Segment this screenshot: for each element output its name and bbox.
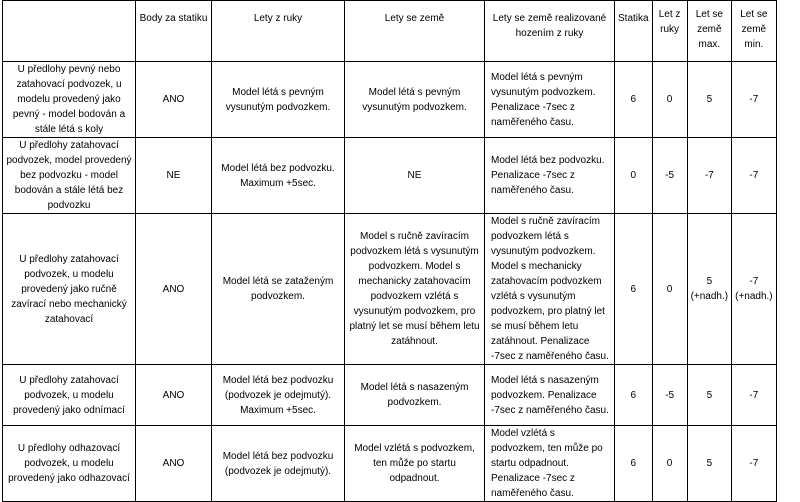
row-statika: 6 [615, 62, 653, 138]
row-let-z-ruky: -5 [652, 138, 687, 214]
table-row [3, 426, 777, 502]
table-row [3, 214, 777, 365]
row-lety-z-ruky: Model létá bez podvozku (podvozek je odejmutý). Maximum +5sec. [212, 365, 345, 426]
row-let-z-ruky: 0 [652, 62, 687, 138]
row-body-za-statiku: ANO [136, 365, 212, 426]
table-row [3, 138, 777, 214]
row-body-za-statiku: ANO [136, 426, 212, 502]
row-lety-z-ruky: Model létá bez podvozku. Maximum +5sec. [212, 138, 345, 214]
header-cell-let-z-ruky: Let z ruky [652, 1, 687, 62]
row-lety-hozenim: Model létá s pevným vysunutým podvozkem. Penalizace -7sec z naměřeného času. [485, 62, 615, 138]
table-row [3, 62, 777, 138]
row-lety-se-zeme: Model vzlétá s podvozkem, ten může po startu odpadnout. [345, 426, 485, 502]
row-let-z-ruky: 0 [652, 214, 687, 365]
row-description: U předlohy pevný nebo zatahovací podvozek, u modelu provedený jako pevný - model bodován a stále létá s koly [3, 62, 136, 138]
row-description: U předlohy zatahovací podvozek, model provedený bez podvozku - model bodován a stále létá bez podvozku [3, 138, 136, 214]
row-lety-z-ruky: Model létá bez podvozku (podvozek je odejmutý). [212, 426, 345, 502]
row-let-se-zeme-max: 5 [687, 365, 732, 426]
row-let-se-zeme-max: 5 [687, 426, 732, 502]
table-row [3, 365, 777, 426]
row-let-z-ruky: -5 [652, 365, 687, 426]
row-statika: 6 [615, 426, 653, 502]
row-body-za-statiku: ANO [136, 214, 212, 365]
row-let-se-zeme-min: -7 [732, 62, 777, 138]
row-let-se-zeme-min: -7 [732, 426, 777, 502]
row-body-za-statiku: ANO [136, 62, 212, 138]
row-lety-se-zeme: NE [345, 138, 485, 214]
row-description: U předlohy odhazovací podvozek, u modelu provedený jako odhazovací [3, 426, 136, 502]
header-cell-lety-hozenim: Lety se země realizované hozením z ruky [485, 1, 615, 62]
header-cell-description [3, 1, 136, 62]
header-cell-statika: Statika [615, 1, 653, 62]
row-let-se-zeme-min: -7 [732, 365, 777, 426]
row-body-za-statiku: NE [136, 138, 212, 214]
row-lety-hozenim: Model vzlétá s podvozkem, ten může po startu odpadnout. Penalizace -7sec z naměřeného času. [485, 426, 615, 502]
header-row [3, 1, 777, 62]
row-let-se-zeme-min: -7 [732, 138, 777, 214]
row-lety-se-zeme: Model létá s nasazeným podvozkem. [345, 365, 485, 426]
row-lety-hozenim: Model létá s nasazeným podvozkem. Penalizace -7sec z naměřeného času. [485, 365, 615, 426]
row-let-z-ruky: 0 [652, 426, 687, 502]
row-statika: 6 [615, 365, 653, 426]
row-lety-z-ruky: Model létá se zataženým podvozkem. [212, 214, 345, 365]
header-cell-body-za-statiku: Body za statiku [136, 1, 212, 62]
header-cell-lety-se-zeme: Lety se země [345, 1, 485, 62]
row-let-se-zeme-min: -7 (+nadh.) [732, 214, 777, 365]
row-let-se-zeme-max: 5 [687, 62, 732, 138]
row-lety-hozenim: Model s ručně zavíracím podvozkem létá s vysunutým podvozkem. Model s mechanicky zatahovacím podvozkem vzlétá s vysunutým podvozkem, pro platný let se musí během letu zatáhnout. Penalizace -7sec z naměřeného času. [485, 214, 615, 365]
row-let-se-zeme-max: -7 [687, 138, 732, 214]
row-let-se-zeme-max: 5 (+nadh.) [687, 214, 732, 365]
row-lety-hozenim: Model létá bez podvozku. Penalizace -7sec z naměřeného času. [485, 138, 615, 214]
row-lety-se-zeme: Model létá s pevným vysunutým podvozkem. [345, 62, 485, 138]
header-cell-let-se-zeme-min: Let se země min. [732, 1, 777, 62]
landing-gear-rules-table [2, 0, 777, 502]
row-statika: 0 [615, 138, 653, 214]
header-cell-lety-z-ruky: Lety z ruky [212, 1, 345, 62]
row-description: U předlohy zatahovací podvozek, u modelu provedený jako odnímací [3, 365, 136, 426]
row-description: U předlohy zatahovací podvozek, u modelu provedený jako ručně zavírací nebo mechanický zatahovací [3, 214, 136, 365]
header-cell-let-se-zeme-max: Let se země max. [687, 1, 732, 62]
row-statika: 6 [615, 214, 653, 365]
row-lety-z-ruky: Model létá s pevným vysunutým podvozkem. [212, 62, 345, 138]
row-lety-se-zeme: Model s ručně zavíracím podvozkem létá s vysunutým podvozkem. Model s mechanicky zatahovacím podvozkem vzlétá s vysunutým podvozkem, pro platný let se musí během letu zatáhnout. [345, 214, 485, 365]
